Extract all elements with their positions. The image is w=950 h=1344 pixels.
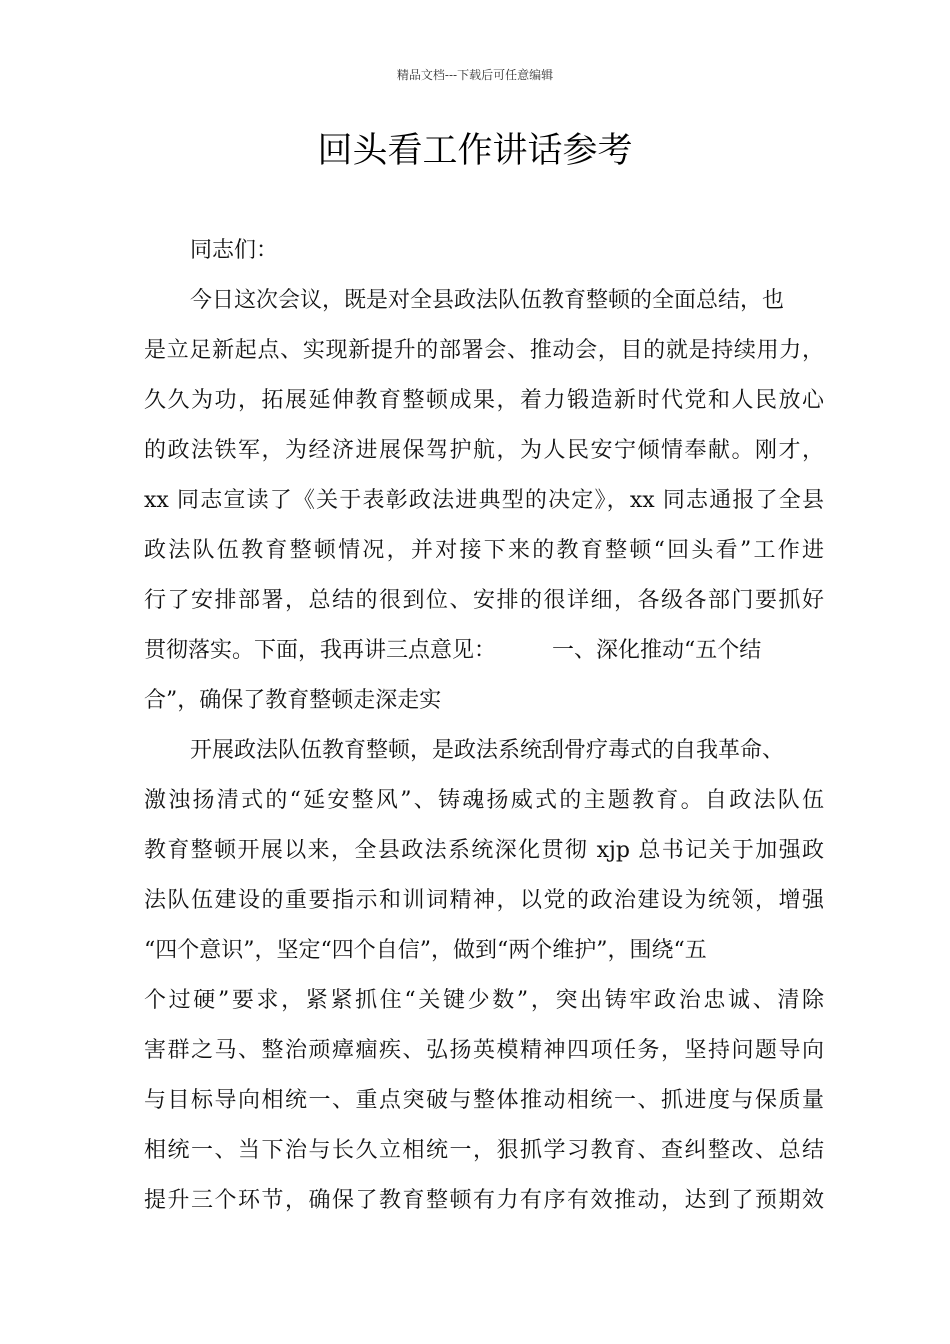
line-text: 贯彻落实。下面，我再讲三点意见： 一、深化推动“五个结 [144, 638, 762, 663]
paragraph-line [0, 286, 950, 336]
paragraph-line [0, 686, 950, 736]
line-text: 是立足新起点、实现新提升的部署会、推动会，目的就是持续用力， [144, 338, 824, 363]
paragraph-line [0, 436, 950, 486]
line-text: 今日这次会议，既是对全县政法队伍教育整顿的全面总结，也 [190, 288, 785, 313]
paragraph-line [0, 736, 950, 786]
paragraph-line [0, 636, 950, 686]
paragraph-line [0, 786, 950, 836]
line-text: 久久为功，拓展延伸教育整顿成果，着力锻造新时代党和人民放心 [144, 388, 824, 413]
paragraph-line [0, 936, 950, 986]
paragraph-line [0, 386, 950, 436]
line-text: 提升三个环节，确保了教育整顿有力有序有效推动，达到了预期效 [144, 1188, 824, 1213]
section-heading-text: 合”，确保了教育整顿走深走实 [144, 688, 442, 713]
line-text: 教育整顿开展以来，全县政法系统深化贯彻 xjp 总书记关于加强政 [144, 838, 824, 863]
paragraph-line [0, 836, 950, 886]
line-text: 法队伍建设的重要指示和训词精神，以党的政治建设为统领，增强 [144, 888, 824, 913]
salutation-text: 同志们： [190, 238, 279, 263]
line-text: 激浊扬清式的“延安整风”、铸魂扬威式的主题教育。自政法队伍 [144, 788, 824, 813]
paragraph-line [0, 1036, 950, 1086]
header-note: 精品文档---下载后可任意编辑 [396, 68, 554, 82]
paragraph-line [0, 536, 950, 586]
paragraph-line [0, 1186, 950, 1236]
line-text: 行了安排部署，总结的很到位、安排的很详细，各级各部门要抓好 [144, 588, 824, 613]
line-text: 个过硬”要求，紧紧抓住“关键少数”，突出铸牢政治忠诚、清除 [144, 988, 824, 1013]
line-text: 政法队伍教育整顿情况，并对接下来的教育整顿“回头看”工作进 [144, 538, 824, 563]
paragraph-line [0, 336, 950, 386]
paragraph-line [0, 1086, 950, 1136]
paragraph-line [0, 236, 950, 286]
document-title: 回头看工作讲话参考 [317, 131, 633, 171]
paragraph-line [0, 486, 950, 536]
line-text: 与目标导向相统一、重点突破与整体推动相统一、抓进度与保质量 [144, 1088, 824, 1113]
line-text: 的政法铁军，为经济进展保驾护航，为人民安宁倾情奉献。刚才， [144, 438, 824, 463]
line-text: xx 同志宣读了《关于表彰政法进典型的决定》，xx 同志通报了全县 [144, 488, 824, 513]
paragraph-line [0, 986, 950, 1036]
line-text: 相统一、当下治与长久立相统一，狠抓学习教育、查纠整改、总结 [144, 1138, 824, 1163]
line-text: 开展政法队伍教育整顿，是政法系统刮骨疗毒式的自我革命、 [190, 738, 785, 763]
paragraph-line [0, 886, 950, 936]
paragraph-line [0, 586, 950, 636]
paragraph-line [0, 1136, 950, 1186]
line-text: “四个意识”，坚定“四个自信”，做到“两个维护”，围绕“五 [144, 938, 707, 963]
line-text: 害群之马、整治顽瘴痼疾、弘扬英模精神四项任务，坚持问题导向 [144, 1038, 824, 1063]
